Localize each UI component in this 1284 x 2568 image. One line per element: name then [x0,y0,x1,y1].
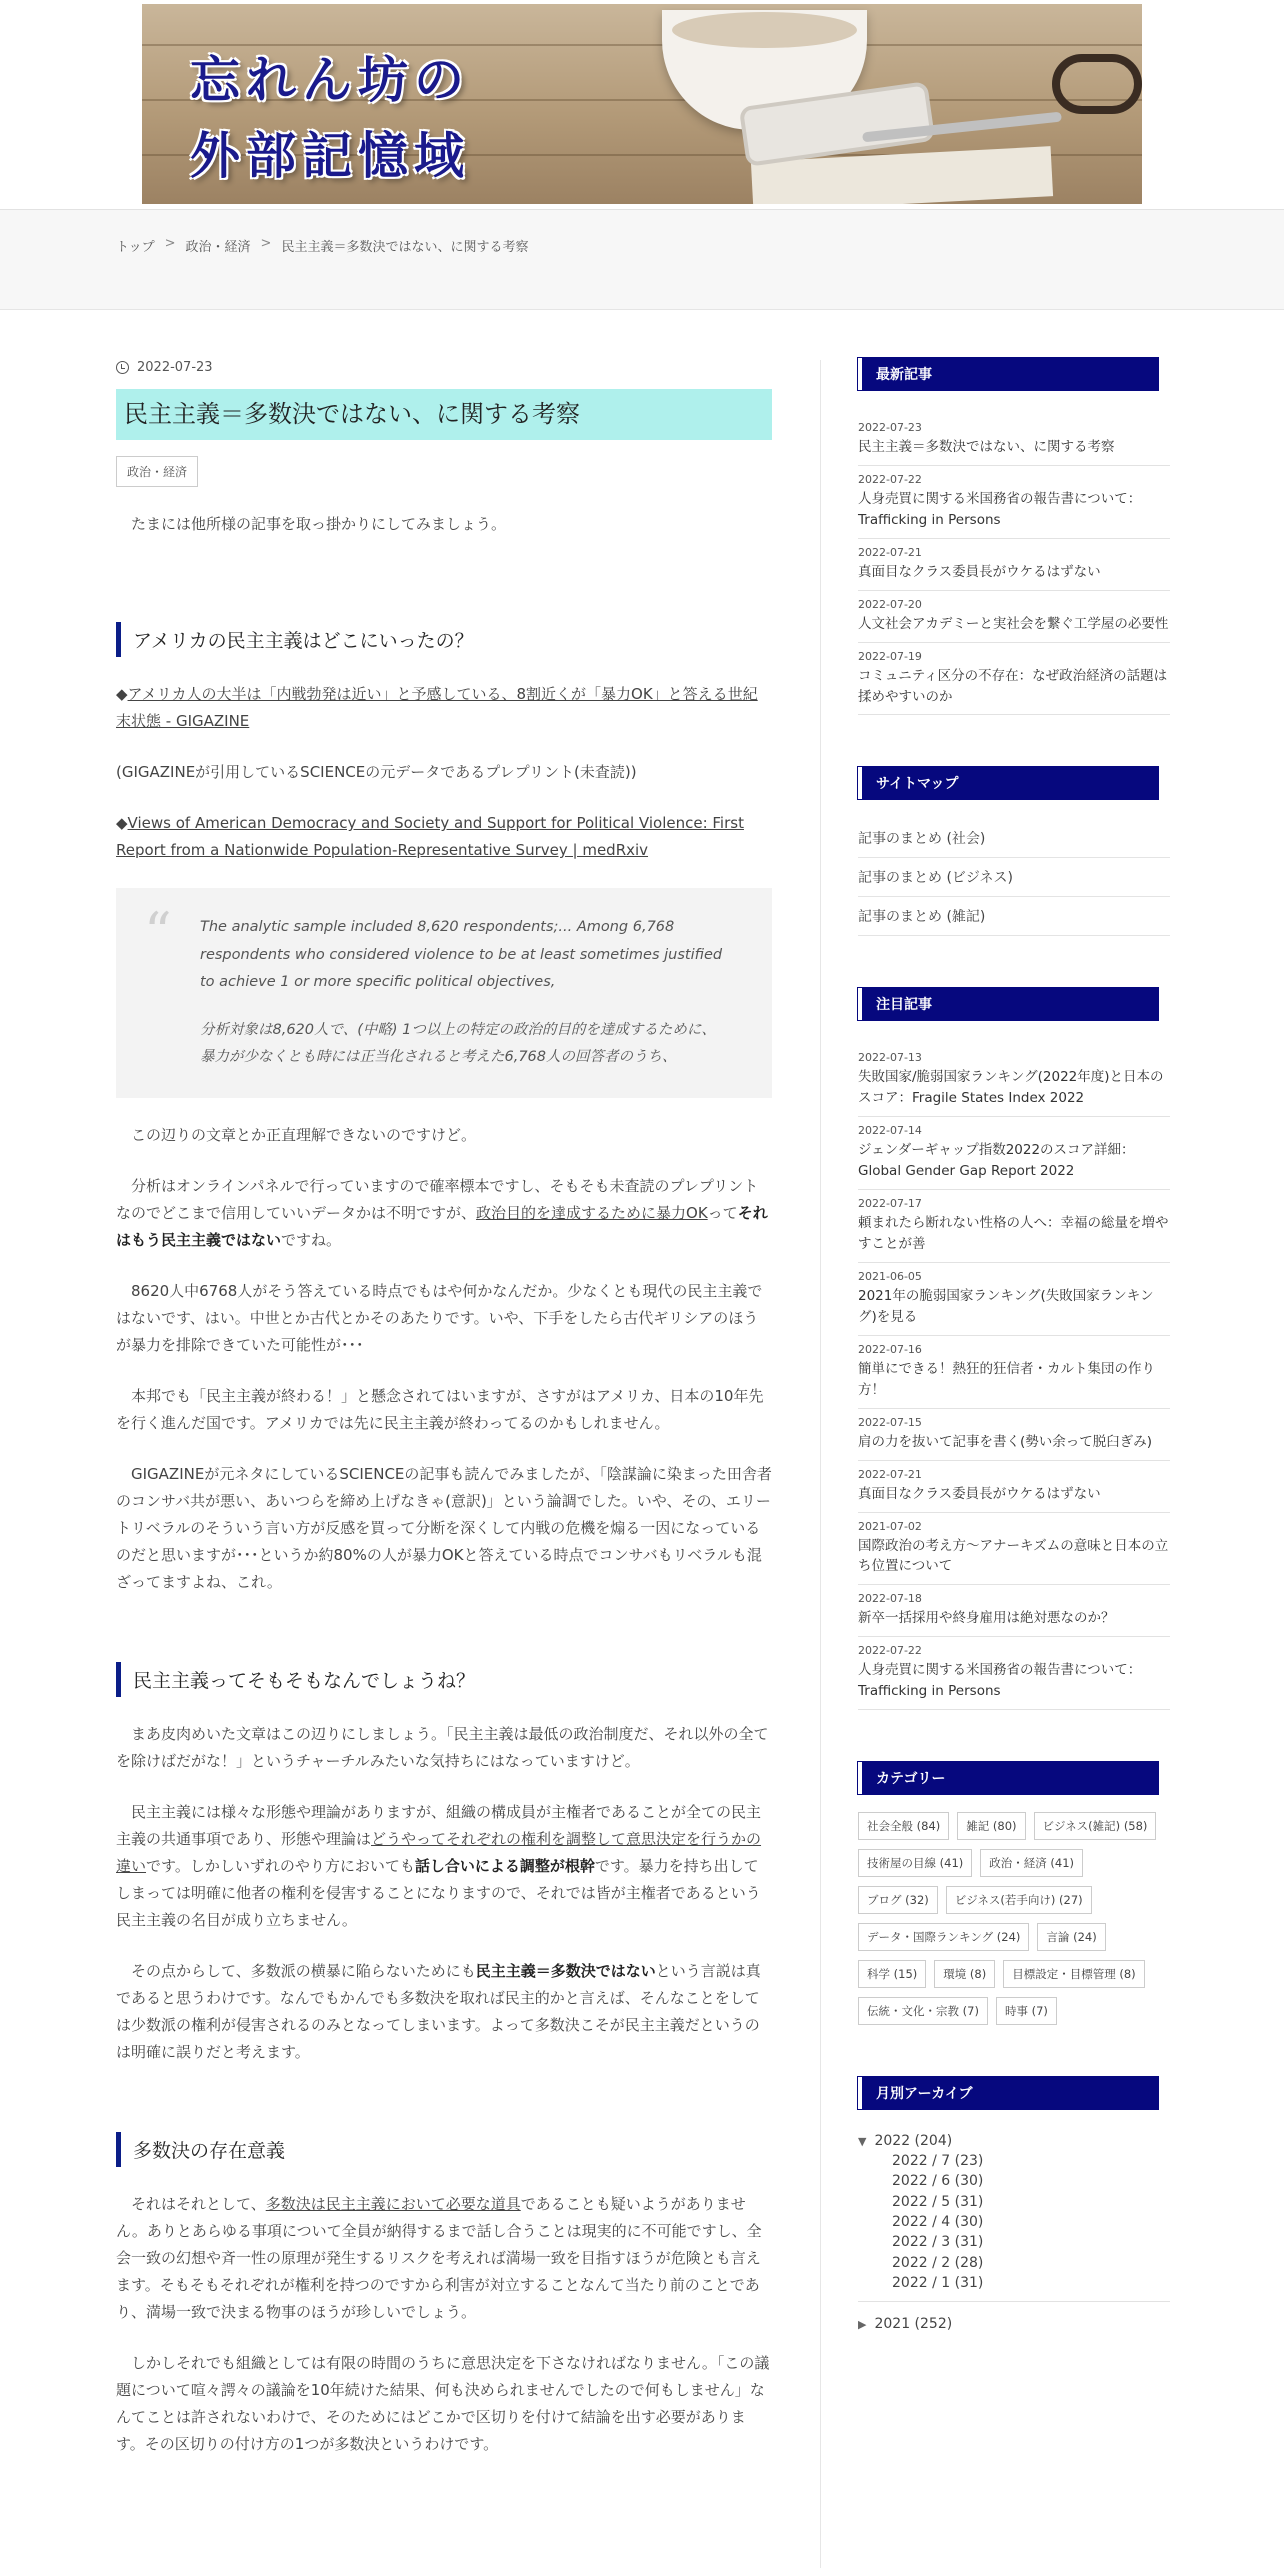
gigazine-link[interactable]: アメリカ人の大半は「内戦勃発は近い」と予感している、8割近くが「暴力OK」と答える世紀末状態 - GIGAZINE [116,685,758,731]
paragraph: この辺りの文章とか正直理解できないのですけど。 [131,1125,477,1144]
site-title-line2: 外部記憶域 [190,126,470,185]
archive-month-link[interactable]: 2022 / 4 (30) [892,2214,984,2231]
breadcrumb-separator: > [164,236,176,251]
site-header [0,0,1284,210]
category-tag[interactable]: 社会全般 (84) [858,1812,949,1840]
sidebar-post-title[interactable]: 2021年の脆弱国家ランキング(失敗国家ランキング)を見る [858,1287,1154,1325]
widget-title-recent: 最新記事 [858,358,1158,390]
category-tag[interactable]: 目標設定・目標管理 (8) [1003,1960,1144,1988]
sidebar [858,358,1170,2334]
glasses-image [1052,54,1142,114]
widget-title-categories: カテゴリー [858,1762,1158,1794]
post-title: 民主主義＝多数決ではない、に関する考察 [116,389,772,440]
sidebar-post-date: 2022-07-19 [858,649,922,663]
blockquote [116,888,772,1098]
sidebar-divider [820,360,821,2568]
archive-month-link[interactable]: 2022 / 3 (31) [892,2234,984,2251]
sidebar-post-item[interactable] [858,1190,1170,1263]
archive-year-2022[interactable]: ▼ 2022 (204) [858,2133,953,2150]
article [116,360,772,2458]
paragraph: 本邦でも「民主主義が終わる！」と懸念されてはいますが、さすがはアメリカ、日本の10年先を行く進んだ国です。アメリカでは先に民主主義が終わってるのかもしれません。 [116,1386,764,1432]
widget-title-sitemap: サイトマップ [858,767,1158,799]
paragraph: 8620人中6768人がそう答えている時点でもはや何かなんだか。少なくとも現代の民主主義ではないです、はい。中世とか古代とかそのあたりです。いや、下手をしたら古代ギリシアのほうが暴力を排除できていた可能性が･･･ [116,1281,763,1354]
archive-month-link[interactable]: 2022 / 6 (30) [892,2173,984,2190]
archive-month-link[interactable]: 2022 / 2 (28) [892,2254,984,2271]
sidebar-post-date: 2022-07-13 [858,1051,922,1065]
sidebar-post-item[interactable] [858,591,1170,643]
category-tag[interactable]: 技術屋の目線 (41) [858,1849,972,1877]
category-tag[interactable]: ブログ (32) [858,1886,938,1914]
sitemap-link[interactable]: 記事のまとめ (ビジネス) [858,858,1170,897]
inline-link[interactable]: 政治目的を達成するために暴力OK [476,1203,708,1222]
breadcrumb [116,236,528,255]
quote-icon: “ [144,901,172,965]
breadcrumb-separator: > [260,236,272,251]
category-tag[interactable]: 政治・経済 (41) [980,1849,1083,1877]
breadcrumb-current: 民主主義＝多数決ではない、に関する考察 [281,240,529,255]
category-tag-list [858,1812,1170,2025]
sidebar-post-date: 2022-07-16 [858,1342,922,1356]
clock-icon [116,361,129,374]
widget-title-popular: 注目記事 [858,988,1158,1020]
sidebar-post-item[interactable] [858,539,1170,591]
sidebar-post-item[interactable] [858,1461,1170,1513]
reference-link-medrxiv: ◆Views of American Democracy and Society and Support for Political Violence: First Report from a Nationwide Population-Representative Survey | medRxiv [116,814,744,860]
sidebar-post-item[interactable] [858,1513,1170,1586]
archive-month-link[interactable]: 2022 / 1 (31) [892,2274,984,2291]
section-heading-what-is-democracy: 民主主義ってそもそもなんでしょうね？ [116,1662,772,1697]
sidebar-post-item[interactable] [858,414,1170,466]
sidebar-post-item[interactable] [858,1117,1170,1190]
sidebar-post-date: 2022-07-14 [858,1124,922,1138]
sidebar-post-title[interactable]: 簡単にできる！熱狂的狂信者・カルト集団の作り方！ [858,1360,1155,1398]
category-tag[interactable]: 伝統・文化・宗教 (7) [858,1997,988,2025]
sidebar-post-title[interactable]: 人身売買に関する米国務省の報告書について：Trafficking in Persons [858,490,1142,528]
category-tag[interactable]: 環境 (8) [934,1960,995,1988]
reference-note: (GIGAZINEが引用しているSCIENCEの元データであるプレプリント(未査読)) [116,763,637,782]
category-tag[interactable]: ビジネス(若手向け) (27) [946,1886,1092,1914]
sidebar-post-title[interactable]: 真面目なクラス委員長がウケるはずない [858,563,1101,580]
medrxiv-link[interactable]: Views of American Democracy and Society and Support for Political Violence: First Report from a Nationwide Population-Representative Survey | medRxiv [116,814,744,860]
paragraph: その点からして、多数派の横暴に陥らないためにも民主主義＝多数決ではないという言説は真であると思うわけです。なんでもかんでも多数決を取れば民主的かと言えば、そんなことをしては少数派の権利が侵害されるのみとなってしまいます。よって多数決こそが民主主義だというのは明確に誤りだと考えます。 [116,1961,761,2061]
sidebar-post-title[interactable]: 真面目なクラス委員長がウケるはずない [858,1485,1101,1502]
sidebar-post-item[interactable] [858,1263,1170,1336]
sidebar-post-date: 2022-07-22 [858,472,922,486]
archive-year-2021[interactable]: ▶ 2021 (252) [858,2316,953,2333]
monthly-archive [858,2131,1170,2334]
paragraph: まあ皮肉めいた文章はこの辺りにしましょう。「民主主義は最低の政治制度だ、それ以外の全てを除けばだがな！」というチャーチルみたいな気持ちにはなっていますけど。 [116,1724,769,1770]
paragraph: 民主主義には様々な形態や理論がありますが、組織の構成員が主権者であることが全ての民主主義の共通事項であり、形態や理論はどうやってそれぞれの権利を調整して意思決定を行うかの違いです。しかしいずれのやり方においても話し合いによる調整が根幹です。暴力を持ち出してしまっては明確に他者の権利を侵害することになりますので、それでは皆が主権者であるという民主主義の名目が成り立ちません。 [116,1802,762,1929]
inline-link[interactable]: 多数決は民主主義において必要な道具 [265,2194,521,2213]
sidebar-post-date: 2022-07-15 [858,1415,922,1429]
sidebar-post-item[interactable] [858,1336,1170,1409]
sitemap-link[interactable]: 記事のまとめ (社会) [858,819,1170,858]
sidebar-post-item[interactable] [858,466,1170,539]
sidebar-post-date: 2022-07-21 [858,1467,922,1481]
inline-link[interactable]: どうやってそれぞれの権利を調整して意思決定を行うかの違い [116,1829,762,1875]
sidebar-post-date: 2021-06-05 [858,1269,922,1283]
sidebar-post-title[interactable]: 失敗国家/脆弱国家ランキング(2022年度)と日本のスコア：Fragile States Index 2022 [858,1069,1164,1107]
archive-months [858,2151,1170,2293]
breadcrumb-bar [0,210,1284,310]
sidebar-post-title[interactable]: ジェンダーギャップ指数2022のスコア詳細：Global Gender Gap Report 2022 [858,1142,1135,1180]
post-date-text: 2022-07-23 [137,360,213,375]
archive-month-link[interactable]: 2022 / 5 (31) [892,2193,984,2210]
sidebar-post-title[interactable]: 人文社会アカデミーと実社会を繋ぐ工学屋の必要性 [858,615,1169,632]
sidebar-post-item[interactable] [858,1585,1170,1637]
breadcrumb-home[interactable]: トップ [116,240,155,255]
category-tag[interactable]: 科学 (15) [858,1960,926,1988]
site-title-line1: 忘れん坊の [190,50,470,109]
sidebar-post-date: 2022-07-21 [858,545,922,559]
sidebar-post-title[interactable]: 人身売買に関する米国務省の報告書について：Trafficking in Persons [858,1662,1142,1700]
sidebar-post-title[interactable]: 国際政治の考え方～アナーキズムの意味と日本の立ち位置について [858,1537,1169,1575]
sitemap-list [858,819,1170,936]
widget-title-archive: 月別アーカイブ [858,2077,1158,2109]
popular-posts-list [858,1044,1170,1710]
sidebar-post-date: 2022-07-17 [858,1197,922,1211]
category-tag[interactable]: ビジネス(雑記) (58) [1034,1812,1157,1840]
section-heading-majority-vote: 多数決の存在意義 [116,2132,772,2167]
sidebar-post-date: 2022-07-22 [858,1644,922,1658]
sidebar-post-date: 2022-07-23 [858,421,922,434]
post-category-tag[interactable]: 政治・経済 [116,456,198,487]
sidebar-post-title[interactable]: 肩の力を抜いて記事を書く(勢い余って脱臼ぎみ) [858,1433,1153,1450]
site-banner[interactable] [142,4,1142,204]
sidebar-post-title[interactable]: 民主主義＝多数決ではない、に関する考察 [858,439,1115,455]
sidebar-post-title[interactable]: 新卒一括採用や終身雇用は絶対悪なのか？ [858,1610,1115,1627]
category-tag[interactable]: データ・国際ランキング (24) [858,1923,1029,1951]
quote-japanese: 分析対象は8,620人で、(中略) 1つ以上の特定の政治的目的を達成するために、暴力が少なくとも時には正当化されると考えた6,768人の回答者のうち、 [200,1021,716,1066]
sidebar-post-item[interactable] [858,1409,1170,1461]
quote-english: The analytic sample included 8,620 respondents;... Among 6,768 respondents who considered violence to be at least sometimes justified to achieve 1 or more specific political objectives, [200,919,723,991]
sidebar-post-date: 2022-07-18 [858,1592,922,1606]
sidebar-post-date: 2021-07-02 [858,1519,922,1533]
sidebar-post-date: 2022-07-20 [858,597,922,611]
breadcrumb-category[interactable]: 政治・経済 [185,240,251,255]
sidebar-post-title[interactable]: 頼まれたら断れない性格の人へ：幸福の総量を増やすことが善 [858,1215,1169,1253]
category-tag[interactable]: 言論 (24) [1037,1923,1105,1951]
paragraph: それはそれとして、多数決は民主主義において必要な道具であることも疑いようがありません。ありとあらゆる事項について全員が納得するまで話し合うことは現実的に不可能ですし、全会一致の幻想や斉一性の原理が発生するリスクを考えれば満場一致を目指すほうが危険とも言えます。そもそもそれぞれが権利を持つのですから利害が対立することなんて当たり前のことであり、満場一致で決まる物事のほうが珍しいでしょう。 [116,2194,762,2321]
triangle-down-icon[interactable]: ▼ [858,2134,867,2148]
recent-posts-list [858,414,1170,715]
sitemap-link[interactable]: 記事のまとめ (雑記) [858,897,1170,936]
sidebar-post-title[interactable]: コミュニティ区分の不存在：なぜ政治経済の話題は揉めやすいのか [858,667,1168,705]
sidebar-post-item[interactable] [858,643,1170,716]
paragraph: 分析はオンラインパネルで行っていますので確率標本ですし、そもそも未査読のプレプリントなのでどこまで信用していいデータかは不明ですが、政治目的を達成するために暴力OKってそれはもう民主主義ではないですね。 [116,1176,768,1249]
paragraph: GIGAZINEが元ネタにしているSCIENCEの記事も読んでみましたが、「陰謀論に染まった田舎者のコンサバ共が悪い、あいつらを締め上げなきゃ(意訳)」という論調でした。いや、その、エリートリベラルのそういう言い方が反感を買って分断を深くして内戦の危機を煽る一因になっているのだと思いますが･･･というか約80%の人が暴力OKと答えている時点でコンサバもリベラルも混ざってますよね、これ。 [116,1464,772,1591]
sidebar-post-item[interactable] [858,1044,1170,1117]
archive-month-link[interactable]: 2022 / 7 (23) [892,2153,984,2170]
triangle-right-icon[interactable]: ▶ [858,2317,867,2331]
sidebar-post-item[interactable] [858,1637,1170,1710]
category-tag[interactable]: 時事 (7) [996,1997,1057,2025]
section-heading-american-democracy: アメリカの民主主義はどこにいったの？ [116,622,772,657]
intro-paragraph: たまには他所様の記事を取っ掛かりにしてみましょう。 [131,515,507,534]
paragraph: しかしそれでも組織としては有限の時間のうちに意思決定を下さなければなりません。「この議題について喧々諤々の議論を10年続けた結果、何も決められませんでしたので何もしません」なんてことは許されないわけで、そのためにはどこかで区切りを付けて結論を出す必要があります。その区切りの付け方の1つが多数決というわけです。 [116,2353,770,2453]
post-date [116,360,772,375]
reference-link-gigazine: ◆アメリカ人の大半は「内戦勃発は近い」と予感している、8割近くが「暴力OK」と答える世紀末状態 - GIGAZINE [116,685,758,731]
category-tag[interactable]: 雑記 (80) [957,1812,1025,1840]
